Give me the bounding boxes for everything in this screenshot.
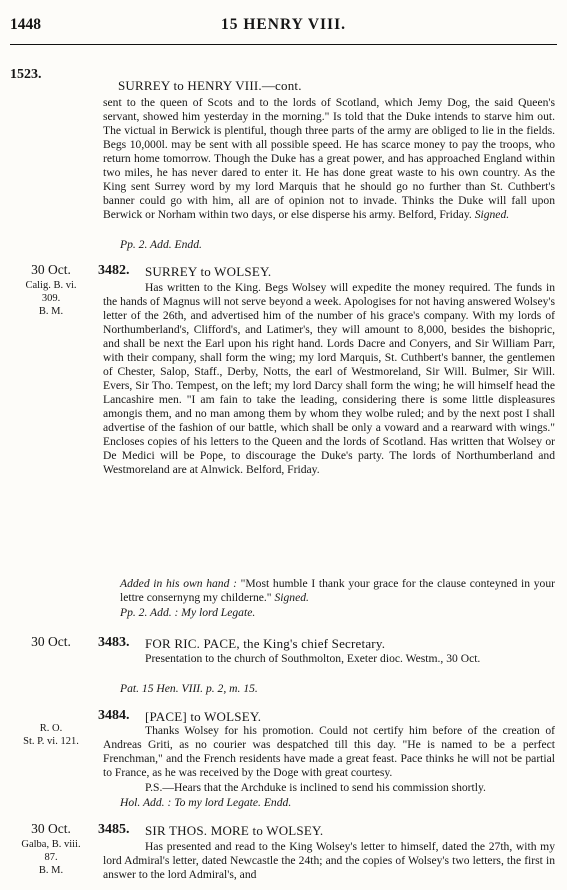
entry-title: FOR RIC. PACE, the King's chief Secretary.: [145, 636, 386, 651]
source-ref: 87.: [44, 852, 58, 863]
entry-margin-3485: [6, 821, 96, 877]
source-ref: Galba, B. viii.: [21, 839, 81, 850]
entry-title: SURREY to WOLSEY.: [145, 264, 272, 279]
source-ref: 309.: [41, 293, 61, 304]
entry-title: [PACE] to WOLSEY.: [145, 709, 262, 724]
entry-margin-3484: [6, 722, 96, 748]
entry-ref: Hol. Add. : To my lord Legate. Endd.: [120, 796, 292, 809]
entry-number: 3483.: [98, 635, 130, 650]
source-ref: Calig. B. vi.: [25, 280, 77, 291]
continuation-heading: SURREY to HENRY VIII.—cont.: [118, 78, 302, 93]
entry-date: 30 Oct.: [31, 262, 71, 277]
entry-date: 30 Oct.: [31, 821, 71, 836]
continuation-text: sent to the queen of Scots and to the lords of Scotland, which Jemy Dog, the said Queen's servant, showed him yesterday in the morning." Is told that the Duke intends to starve him out. The victual in Berwick is plentiful, though three parts of the army are obliged to lie in the fields. Begs 10,000l. may be sent with all possible speed. He has scarce money to pay the troops, who return home tomorrow. Though the Duke has a great power, and has approached England within two miles, he has never dared to enter it. He has done great waste to his own country. As the King sent Surrey word by my lord Marquis that he should go no further than St. Cuthbert's banner could go with him, all are of opinion not to invade. Thinks the Duke will fall upon Berwick or Norham within two days, or else disperse his army. Belford, Friday. Signed.: [103, 96, 555, 221]
header-rule: [10, 44, 557, 45]
entry-text: Presentation to the church of Southmolton, Exeter dioc. Westm., 30 Oct.: [145, 652, 481, 665]
source-ref: B. M.: [38, 865, 64, 876]
page-header: [0, 16, 567, 40]
added-label: Added in his own hand :: [120, 577, 237, 590]
entry-ref: Pat. 15 Hen. VIII. p. 2, m. 15.: [120, 682, 258, 695]
entry-number: 3485.: [98, 822, 130, 837]
signed-note: Signed.: [474, 208, 510, 221]
running-title: 15 HENRY VIII.: [221, 16, 346, 33]
entry-margin-3482: [6, 262, 96, 318]
page-number: 1448: [10, 16, 41, 33]
source-ref: B. M.: [38, 306, 64, 317]
added-text: "Most humble I thank your grace for the clause conteyned in your lettre consernyng my childerne.": [120, 577, 555, 604]
added-note: [120, 577, 555, 605]
source-ref: St. P. vi. 121.: [23, 736, 79, 747]
entry-number: 3482.: [98, 263, 130, 278]
entry-text: Has written to the King. Begs Wolsey will expedite the money required. The funds in the hands of Magnus will not serve beyond a week. Apologises for not having answered Wolsey's letter of the 26th, and advertised him of the number of his grace's company. With my lords of Northumberland's, Clifford's, and Latimer's, they will amount to 8,000, besides the bishopric, and shall be next the Earl upon his right hand. Lords Dacre and Conyers, and Sir William Parr, with their company, shall form the wing; my lord Marquis, St. Cuthbert's banner, the gentlemen of Chester, Salop, Staff., Derby, Notts, the earl of Westmoreland, Sir Will. Bulmer, Sir Will. Evers, Sir Tho. Tempest, on the left; my lord Darcy shall form the wing; he will himself head the Lancashire men. "I am fain to take the leading, considering there is some little displeasures amongis them, and no man among them by whom they wolbe ruled; and by the next post I shall advertise of the fashion of our battle, which shall be only a voward and a rearward with wings." Encloses copies of his letters to the Queen and the lords of Scotland. Has written that Wolsey or De Medici will be Pope, to discourage the Duke's party. The lords of Northumberland and Westmoreland are at Alnwick. Belford, Friday.: [103, 281, 555, 476]
source-ref: R. O.: [39, 723, 63, 734]
year-marker: 1523.: [10, 67, 42, 82]
entry-text: Has presented and read to the King Wolsey's letter to himself, dated the 27th, with my lord Admiral's letter, dated Newcastle the 24th; and the copies of Wolsey's two letters, the first in answer to the lord Admiral's, and: [103, 840, 555, 881]
entry-ref: Pp. 2. Add. : My lord Legate.: [120, 606, 256, 619]
continuation-ref: Pp. 2. Add. Endd.: [120, 238, 202, 251]
entry-text: Thanks Wolsey for his promotion. Could not certify him before of the creation of Andreas Griti, as no courier was despatched till this day. "He is named to be a perfect Frenchman," and the French residents have made a great feast. Pace thinks he will not be partial to France, as he was received by the Doge with great courtesy.: [103, 724, 555, 779]
entry-title: SIR THOS. MORE to WOLSEY.: [145, 823, 324, 838]
signed-note: Signed.: [274, 591, 309, 604]
entry-postscript: P.S.—Hears that the Archduke is inclined to send his commission shortly.: [145, 781, 486, 794]
entry-number: 3484.: [98, 708, 130, 723]
entry-margin-3483: [6, 634, 96, 651]
entry-date: 30 Oct.: [31, 634, 71, 649]
